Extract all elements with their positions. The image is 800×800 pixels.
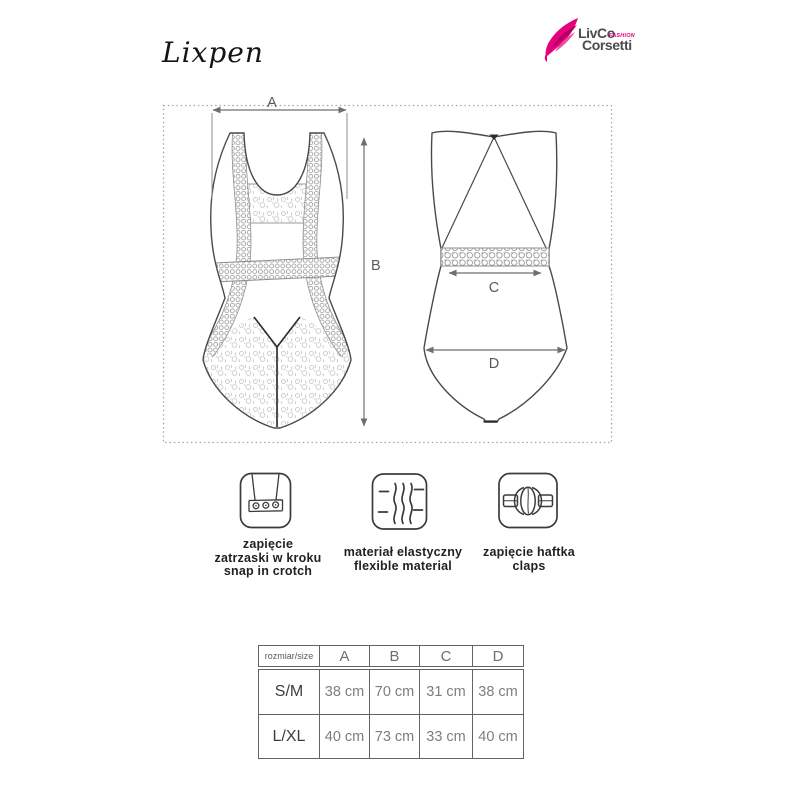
snap-crotch-icon bbox=[238, 471, 293, 530]
caption-line: claps bbox=[512, 558, 546, 573]
garment-back-view bbox=[424, 131, 567, 422]
size-value-a: 40 cm bbox=[319, 714, 369, 758]
dimension-label-d: D bbox=[488, 356, 500, 372]
caption-line: materiał elastyczny bbox=[343, 545, 463, 559]
product-title: Lixpen bbox=[162, 36, 264, 69]
size-value-b: 70 cm bbox=[369, 670, 419, 714]
dimension-label-a: A bbox=[267, 95, 277, 111]
garment-front-view bbox=[203, 126, 351, 428]
size-table-header-cell: D bbox=[472, 646, 523, 666]
size-table-header-cell: B bbox=[369, 646, 419, 666]
size-table-header-cell: C bbox=[419, 646, 472, 666]
size-table-body bbox=[258, 669, 524, 759]
feature-caption-clasp bbox=[439, 546, 619, 573]
size-value-c: 33 cm bbox=[419, 714, 472, 758]
size-value-d: 40 cm bbox=[472, 714, 523, 758]
size-value-a: 38 cm bbox=[319, 670, 369, 714]
brand-name-livco: LivCo bbox=[578, 25, 615, 41]
size-table-header bbox=[258, 645, 524, 667]
caption-line: zapięcie bbox=[242, 537, 294, 551]
caption-line: zapięcie haftka bbox=[483, 545, 575, 559]
size-value-d: 38 cm bbox=[472, 670, 523, 714]
size-row-label: L/XL bbox=[259, 714, 319, 758]
dimension-label-c: C bbox=[488, 280, 500, 296]
caption-line: flexible material bbox=[354, 558, 452, 573]
brand-fashion-label: FASHION bbox=[609, 33, 635, 39]
hook-clasp-icon bbox=[496, 471, 560, 531]
size-table-header-cell: A bbox=[319, 646, 369, 666]
caption-line: zatrzaski w kroku bbox=[214, 550, 322, 565]
caption-line: snap in crotch bbox=[223, 564, 313, 578]
brand-name-corsetti: Corsetti bbox=[582, 37, 632, 53]
size-table-header-cell: rozmiar/size bbox=[264, 651, 314, 661]
size-value-c: 31 cm bbox=[419, 670, 472, 714]
flexible-material-icon bbox=[370, 471, 430, 532]
size-row-label: S/M bbox=[274, 683, 304, 700]
size-value-b: 73 cm bbox=[369, 714, 419, 758]
dimension-label-b: B bbox=[371, 258, 381, 274]
